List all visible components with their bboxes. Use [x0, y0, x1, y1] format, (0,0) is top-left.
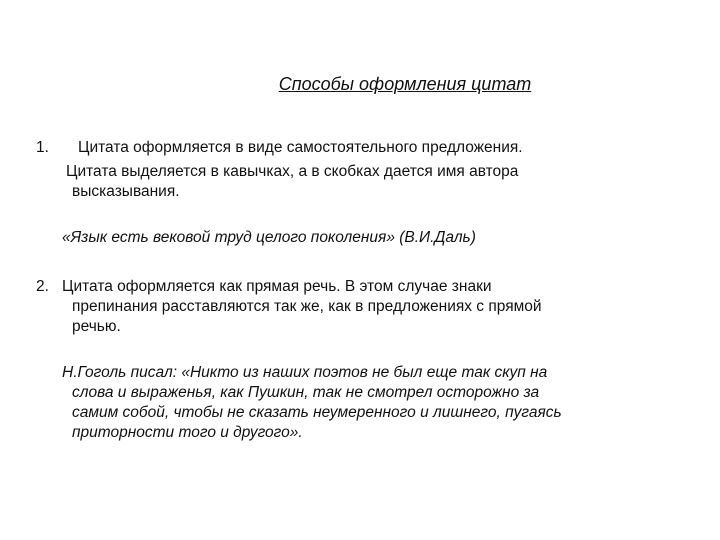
item-2-number: 2.: [36, 278, 49, 295]
item-1-line-1: Цитата оформляется в виде самостоятельного предложения.: [78, 139, 523, 156]
item-2-example-line-2: слова и выраженья, как Пушкин, так не смотрел осторожно за: [72, 384, 540, 401]
slide-title: Способы оформления цитат: [278, 74, 532, 94]
item-2-line-3: речью.: [72, 318, 121, 335]
item-2-example-line-1: Н.Гоголь писал: «Никто из наших поэтов не был еще так скуп на: [62, 364, 548, 381]
item-2-line-2: препинания расставляются так же, как в предложениях с прямой: [72, 298, 542, 315]
item-1-line-2: Цитата выделяется в кавычках, а в скобках дается имя автора: [66, 163, 519, 180]
item-2-example-line-3: самим собой, чтобы не сказать неумеренного и лишнего, пугаясь: [72, 404, 562, 421]
item-1-line-3: высказывания.: [72, 183, 180, 200]
item-2-line-1: Цитата оформляется как прямая речь. В этом случае знаки: [62, 278, 492, 295]
item-1-quote: «Язык есть вековой труд целого поколения» (В.И.Даль): [62, 229, 476, 246]
item-2-example-line-4: приторности того и другого».: [72, 424, 303, 441]
item-1-number: 1.: [36, 139, 49, 156]
